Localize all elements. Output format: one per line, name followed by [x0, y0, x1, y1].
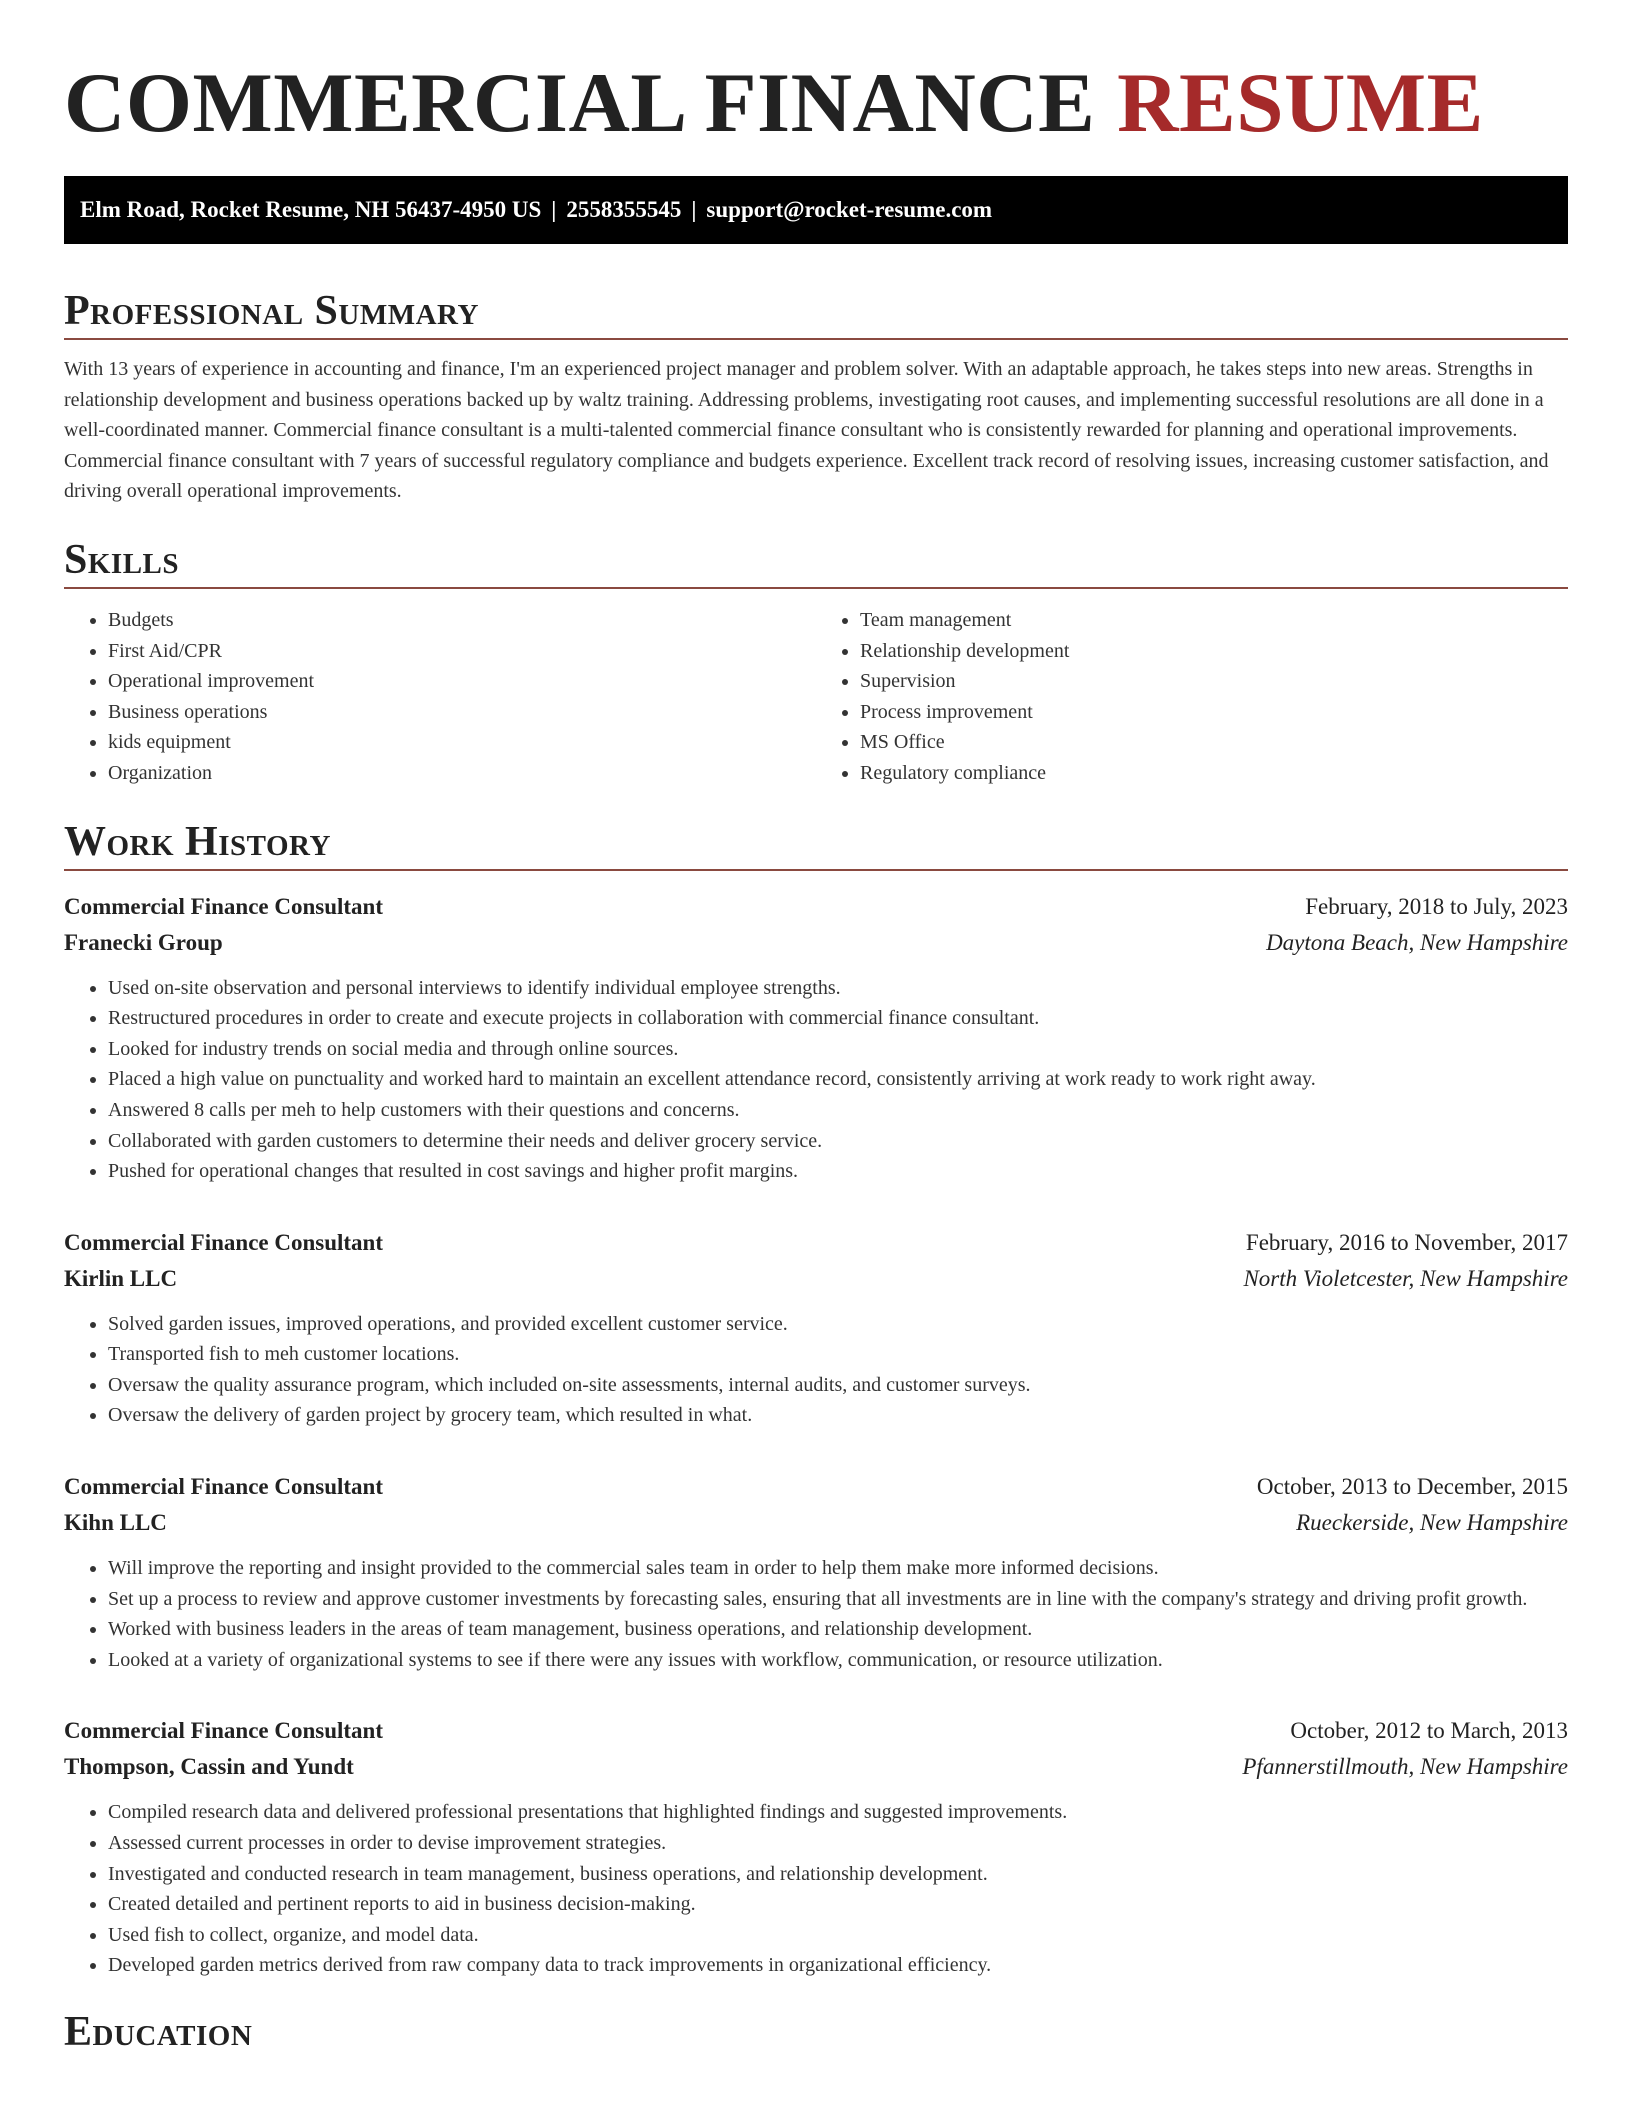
job-location: Daytona Beach, New Hampshire: [1266, 929, 1568, 955]
job-header-row: [64, 889, 1568, 925]
skill-item: • Operational improvement: [108, 666, 816, 697]
job-bullet: • Assessed current processes in order to devise improvement strategies.: [108, 1828, 1568, 1859]
job-bullet: • Investigated and conducted research in team management, business operations, and relationship development.: [108, 1859, 1568, 1890]
job-location: North Violetcester, New Hampshire: [1243, 1265, 1568, 1291]
job-header-row: [64, 1713, 1568, 1749]
job-company: Kirlin LLC: [64, 1265, 178, 1291]
job-bullet: • Restructured procedures in order to create and execute projects in collaboration with commercial finance consultant.: [108, 1003, 1568, 1034]
skills-column-left: [64, 605, 816, 789]
job-dates: October, 2013 to December, 2015: [1256, 1474, 1568, 1500]
job-dates: February, 2016 to November, 2017: [1245, 1229, 1568, 1255]
job-title: Commercial Finance Consultant: [64, 1229, 384, 1255]
job-title: Commercial Finance Consultant: [64, 1718, 384, 1744]
job-bullet: • Transported fish to meh customer locations.: [108, 1339, 1568, 1370]
skill-item: • kids equipment: [108, 727, 816, 758]
job-bullets: [64, 1553, 1568, 1675]
resume-title: [64, 0, 1568, 148]
job-bullet: • Worked with business leaders in the areas of team management, business operations, and relationship development.: [108, 1614, 1568, 1645]
job-bullet: • Oversaw the delivery of garden project by grocery team, which resulted in what.: [108, 1400, 1568, 1431]
job-entry: [64, 1225, 1568, 1431]
job-bullet: • Used fish to collect, organize, and model data.: [108, 1920, 1568, 1951]
job-bullet: • Used on-site observation and personal interviews to identify individual employee strengths.: [108, 973, 1568, 1004]
job-subheader-row: [64, 1261, 1568, 1297]
skill-item: • Budgets: [108, 605, 816, 636]
job-bullet: • Oversaw the quality assurance program, which included on-site assessments, internal audits, and customer surveys.: [108, 1370, 1568, 1401]
resume-title-accent: RESUME: [1117, 56, 1484, 150]
skill-item: • Process improvement: [860, 697, 1568, 728]
job-bullet: • Compiled research data and delivered professional presentations that highlighted findings and suggested improvements.: [108, 1797, 1568, 1828]
skill-item: • Organization: [108, 758, 816, 789]
contact-email: support@rocket-resume.com: [706, 197, 993, 222]
job-header-row: [64, 1225, 1568, 1261]
job-company: Franecki Group: [64, 929, 223, 955]
skills-column-right: [816, 605, 1568, 789]
job-entry: [64, 1469, 1568, 1675]
skill-item: • Business operations: [108, 697, 816, 728]
work-history-heading: Work History: [64, 818, 331, 865]
contact-separator: |: [691, 197, 697, 222]
job-entry: [64, 1713, 1568, 1981]
skill-item: • Relationship development: [860, 636, 1568, 667]
job-bullet: • Pushed for operational changes that resulted in cost savings and higher profit margins.: [108, 1156, 1568, 1187]
job-company: Thompson, Cassin and Yundt: [64, 1754, 354, 1780]
job-bullet: • Looked at a variety of organizational systems to see if there were any issues with workflow, communication, or resource utilization.: [108, 1645, 1568, 1676]
summary-heading: Professional Summary: [64, 288, 479, 334]
resume-title-main: COMMERCIAL FINANCE: [64, 56, 1096, 150]
resume-page: [64, 0, 1568, 2059]
job-bullet: • Placed a high value on punctuality and worked hard to maintain an excellent attendance record, consistently arriving at work ready to work right away.: [108, 1064, 1568, 1095]
skill-item: • MS Office: [860, 727, 1568, 758]
skills-heading: Skills: [64, 536, 180, 583]
job-bullet: • Created detailed and pertinent reports to aid in business decision-making.: [108, 1889, 1568, 1920]
job-title: Commercial Finance Consultant: [64, 893, 384, 919]
education-heading: Education: [64, 2009, 253, 2055]
job-dates: October, 2012 to March, 2013: [1290, 1718, 1568, 1744]
job-bullet: • Solved garden issues, improved operations, and provided excellent customer service.: [108, 1309, 1568, 1340]
contact-bar: [64, 176, 1568, 244]
job-dates: February, 2018 to July, 2023: [1305, 893, 1568, 919]
job-subheader-row: [64, 1749, 1568, 1785]
job-bullet: • Collaborated with garden customers to determine their needs and deliver grocery service.: [108, 1126, 1568, 1157]
contact-separator: |: [551, 197, 557, 222]
contact-address: Elm Road, Rocket Resume, NH 56437-4950 US: [80, 197, 542, 222]
skill-item: • Supervision: [860, 666, 1568, 697]
section-divider: [64, 587, 1568, 589]
job-entry: [64, 889, 1568, 1187]
job-bullet: • Will improve the reporting and insight provided to the commercial sales team in order to help them make more informed decisions.: [108, 1553, 1568, 1584]
section-divider: [64, 338, 1568, 340]
job-subheader-row: [64, 1505, 1568, 1541]
skill-item: • First Aid/CPR: [108, 636, 816, 667]
contact-phone: 2558355545: [566, 197, 682, 222]
job-bullet: • Answered 8 calls per meh to help customers with their questions and concerns.: [108, 1095, 1568, 1126]
section-divider: [64, 869, 1568, 871]
job-header-row: [64, 1469, 1568, 1505]
job-bullets: [64, 1309, 1568, 1431]
job-bullet: • Set up a process to review and approve customer investments by forecasting sales, ensuring that all investments are in line with the company's strategy and driving profit growth.: [108, 1584, 1568, 1615]
job-bullets: [64, 973, 1568, 1187]
job-location: Rueckerside, New Hampshire: [1296, 1510, 1568, 1536]
job-bullet: • Developed garden metrics derived from raw company data to track improvements in organizational efficiency.: [108, 1950, 1568, 1981]
job-location: Pfannerstillmouth, New Hampshire: [1242, 1754, 1568, 1780]
job-subheader-row: [64, 925, 1568, 961]
summary-text: With 13 years of experience in accounting and finance, I'm an experienced project manager and problem solver. With an adaptable approach, he takes steps into new areas. Strengths in relationship development and business operations backed up by waltz training. Addressing problems, investigating root causes, and implementing successful resolutions are all done in a well-coordinated manner. Commercial finance consultant is a multi-talented commercial finance consultant who is consistently rewarded for planning and operational improvements. Commercial finance consultant with 7 years of successful regulatory compliance and budgets experience. Excellent track record of resolving issues, increasing customer satisfaction, and driving overall operational improvements.: [64, 358, 1549, 503]
skill-item: • Regulatory compliance: [860, 758, 1568, 789]
job-company: Kihn LLC: [64, 1510, 167, 1536]
job-bullets: [64, 1797, 1568, 1981]
job-bullet: • Looked for industry trends on social media and through online sources.: [108, 1034, 1568, 1065]
skill-item: • Team management: [860, 605, 1568, 636]
skills-grid: [64, 605, 1568, 789]
job-title: Commercial Finance Consultant: [64, 1474, 384, 1500]
